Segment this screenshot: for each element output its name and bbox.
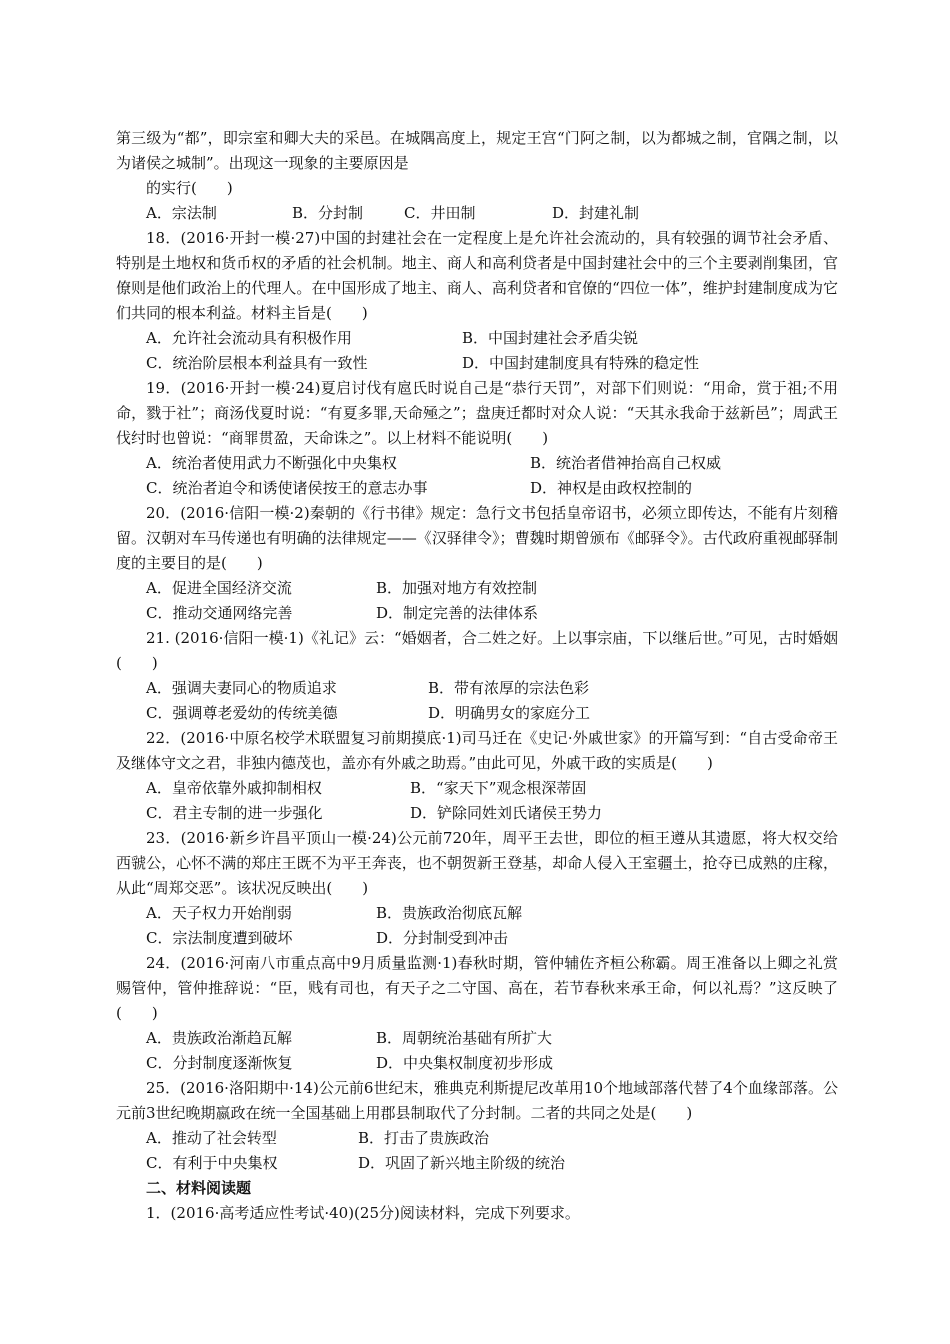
material-question-1: 1．(2016·高考适应性考试·40)(25分)阅读材料，完成下列要求。 xyxy=(146,1204,580,1222)
option-b: B．统治者借神抬高自己权威 xyxy=(530,454,722,472)
option-a: A．推动了社会转型 xyxy=(146,1129,277,1147)
option-d: D．分封制受到冲击 xyxy=(376,929,509,947)
option-d: D．铲除同姓刘氏诸侯王势力 xyxy=(410,804,603,822)
option-a: A．促进全国经济交流 xyxy=(146,579,292,597)
option-b: B．“家天下”观念根深蒂固 xyxy=(410,779,587,797)
option-b: B．中国封建社会矛盾尖锐 xyxy=(462,329,639,347)
question-20-stem: 20．(2016·信阳一模·2)秦朝的《行书律》规定：急行文书包括皇帝诏书，必须立即传达，不能有片刻稽留。汉朝对车马传递也有明确的法律规定——《汉驿律令》；曹魏时期曾颁布《邮驿令》。古代政府重视邮驿制度的主要目的是( ) xyxy=(116,504,838,572)
question-22-stem: 22．(2016·中原名校学术联盟复习前期摸底·1)司马迁在《史记·外戚世家》的开篇写到：“自古受命帝王及继体守文之君，非独内德茂也，盖亦有外戚之助焉。”由此可见，外戚干政的实质是( ) xyxy=(116,729,838,772)
option-d: D．明确男女的家庭分工 xyxy=(428,704,591,722)
option-c: C．君主专制的进一步强化 xyxy=(146,804,323,822)
option-c: C．强调尊老爱幼的传统美德 xyxy=(146,704,338,722)
option-b: B．加强对地方有效控制 xyxy=(376,579,538,597)
option-a: A．天子权力开始削弱 xyxy=(146,904,292,922)
option-d: D．制定完善的法律体系 xyxy=(376,604,539,622)
option-d: D．神权是由政权控制的 xyxy=(530,479,693,497)
option-d: D．中央集权制度初步形成 xyxy=(376,1054,554,1072)
option-b: B．周朝统治基础有所扩大 xyxy=(376,1029,553,1047)
option-c: C．分封制度逐渐恢复 xyxy=(146,1054,293,1072)
option-c: C．井田制 xyxy=(404,204,476,222)
option-c: C．推动交通网络完善 xyxy=(146,604,293,622)
option-b: B．带有浓厚的宗法色彩 xyxy=(428,679,590,697)
option-c: C．宗法制度遭到破坏 xyxy=(146,929,293,947)
option-a: A．统治者使用武力不断强化中央集权 xyxy=(146,454,397,472)
option-c: C．统治者迫令和诱使诸侯按王的意志办事 xyxy=(146,479,428,497)
option-d: D．封建礼制 xyxy=(552,204,640,222)
question-21-stem: 21. (2016·信阳一模·1)《礼记》云：“婚姻者，合二姓之好。上以事宗庙，下以继后世。”可见，古时婚姻( ) xyxy=(116,629,838,672)
option-d: D．巩固了新兴地主阶级的统治 xyxy=(358,1154,566,1172)
question-23-stem: 23．(2016·新乡许昌平顶山一模·24)公元前720年，周平王去世，即位的桓王遵从其遗愿，将大权交给西虢公，心怀不满的郑庄王既不为平王奔丧，也不朝贺新王登基，却命人侵入王室疆土，抢夺已成熟的庄稼，从此“周郑交恶”。该状况反映出( ) xyxy=(116,829,838,897)
option-c: C．统治阶层根本利益具有一致性 xyxy=(146,354,368,372)
option-a: A．允许社会流动具有积极作用 xyxy=(146,329,352,347)
section-heading: 二、材料阅读题 xyxy=(146,1179,252,1197)
option-b: B．分封制 xyxy=(292,204,364,222)
option-a: A．贵族政治渐趋瓦解 xyxy=(146,1029,292,1047)
option-a: A．强调夫妻同心的物质追求 xyxy=(146,679,337,697)
question-25-stem: 25．(2016·洛阳期中·14)公元前6世纪末，雅典克利斯提尼改革用10个地域部落代替了4个血缘部落。公元前3世纪晚期嬴政在统一全国基础上用郡县制取代了分封制。二者的共同之处是( ) xyxy=(116,1079,839,1122)
question-18-stem: 18．(2016·开封一模·27)中国的封建社会在一定程度上是允许社会流动的，具有较强的调节社会矛盾、特别是土地权和货币权的矛盾的社会机制。地主、商人和高利贷者是中国封建社会中的三个主要剥削集团，官僚则是他们政治上的代理人。在中国形成了地主、商人、高利贷者和官僚的“四位一体”，维护封建制度成为它们共同的根本利益。材料主旨是( ) xyxy=(116,229,838,322)
intro-tail: 的实行( ) xyxy=(146,179,233,197)
question-24-stem: 24．(2016·河南八市重点高中9月质量监测·1)春秋时期，管仲辅佐齐桓公称霸。周王准备以上卿之礼赏赐管仲，管仲推辞说：“臣，贱有司也，有天子之二守国、高在，若节春秋来承王命，何以礼焉？”这反映了( ) xyxy=(116,954,838,1022)
option-d: D．中国封建制度具有特殊的稳定性 xyxy=(462,354,700,372)
option-a: A．宗法制 xyxy=(146,204,217,222)
option-a: A．皇帝依靠外戚抑制相权 xyxy=(146,779,322,797)
option-b: B．打击了贵族政治 xyxy=(358,1129,490,1147)
question-19-stem: 19．(2016·开封一模·24)夏启讨伐有扈氏时说自己是“恭行天罚”，对部下们则说：“用命，赏于祖;不用命，戮于社”；商汤伐夏时说：“有夏多罪,天命殛之”；盘庚迁都时对众人说：“天其永我命于兹新邑”；周武王伐纣时也曾说：“商罪贯盈，天命诛之”。以上材料不能说明( ) xyxy=(116,379,838,447)
intro-paragraph: 第三级为“都”，即宗室和卿大夫的采邑。在城隅高度上，规定王宫“门阿之制，以为都城之制，官隅之制，以为诸侯之城制”。出现这一现象的主要原因是 xyxy=(116,129,838,172)
option-c: C．有利于中央集权 xyxy=(146,1154,278,1172)
option-b: B．贵族政治彻底瓦解 xyxy=(376,904,523,922)
